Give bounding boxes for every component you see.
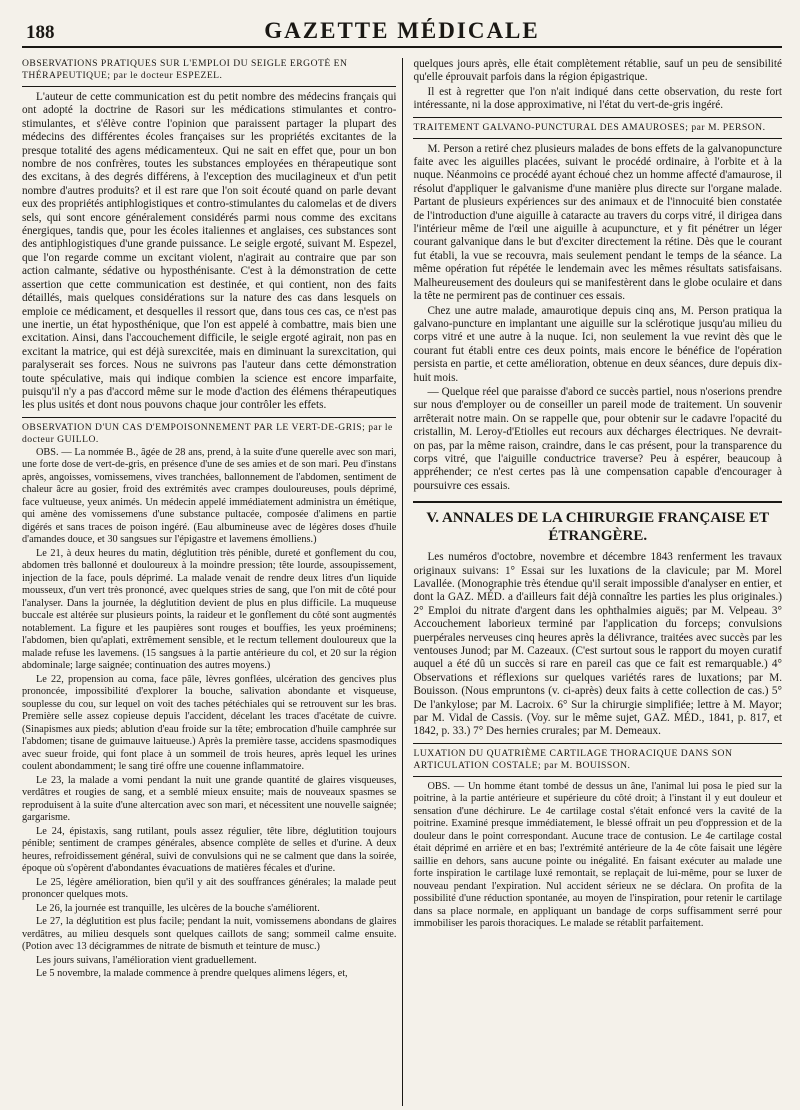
divider bbox=[413, 138, 782, 139]
section-heading-annales: V. ANNALES DE LA CHIRURGIE FRANÇAISE ET ÉTRANGÈRE. bbox=[413, 501, 782, 545]
observation-paragraph: Le 5 novembre, la malade commence à prendre quelques alimens légers, et, bbox=[36, 968, 348, 980]
divider bbox=[22, 417, 396, 418]
paragraph-person-1: M. Person a retiré chez plusieurs malades de bons effets de la galvanopuncture faite avec les aiguilles placées, suivant le procédé ordinaire, à l'orbite et à la nuque. Néanmoins ce procédé ayant échoué chez un homme affecté d'amaurose, il résolut d'appliquer le galvanisme d'une manière plus directe sur l'organe malade. Partant de plusieurs expériences sur des animaux et de l'innocuité bien constatée de l'introduction d'une aiguille à cataracte au travers du corps vitré, il dirigea dans l'intérieur même de l'œil une aiguille à acupuncture, et y fit pénétrer un léger courant galvanique dans le but d'exciter directement la rétine. Dès que le courant fut établi, la vue se recouvra, mais seulement pendant le temps de la séance. La même opération fut répétée le lendemain avec les mêmes résultats satisfaisans. Malheureusement des douleurs qui se manifestèrent dans le globe oculaire et dans la tête ne permirent pas de continuer ces essais. bbox=[413, 142, 782, 303]
paragraph-person-3: — Quelque réel que paraisse d'abord ce succès partiel, nous n'oserions prendre sur nous d'employer ou de conseiller un pareil mode de traitement. Un souvenir arrêterait notre main. On se rappelle que, pour obtenir sur le cadavre l'opacité du cristallin, M. Leroy-d'Etiolles eut recours aux décharges électriques. Ne devrait-on pas, par la même raison, craindre, dans le cas présent, pour la transparence du corps vitré, que l'aiguille conductrice traverse? Peu à espérer, beaucoup à appréhender; ce n'est certes pas là une compensation capable d'encourager à poursuivre ces essais. bbox=[413, 385, 782, 492]
article-heading-espezel: OBSERVATIONS PRATIQUES SUR L'EMPLOI DU SEIGLE ERGOTÉ EN THÉRAPEUTIQUE; par le docteur ESPEZEL. bbox=[22, 58, 348, 81]
paragraph-bouisson-observation: OBS. — Un homme étant tombé de dessus un âne, l'animal lui posa le pied sur la poitrine, à la partie antérieure et supérieure du côté droit; à l'instant il y eut douleur et sensation d'une déchirure. Le 4e cartilage costal s'était enfoncé vers la cavité de la poitrine. Examiné presque immédiatement, le blessé offrait un peu d'oppression et de la douleur dans le point correspondant. Aucune trace de contusion. Le 4e cartilage costal était déprimé en arrière et en bas; l'extrémité antérieure de la 4e côte faisait une légère saillie en dehors, sans aucune pointe ou inégalité. En faisant exécuter au malade une forte inspiration le cartilage luxé remontait, se replaçait de lui-même, pour se luxer de nouveau pendant l'expiration. Nul accident sérieux ne se déclara. On profita de la possibilité d'une réduction spontanée, au moyen de l'inspiration, pour retenir le cartilage dans sa place normale, en appliquant un bandage de corps suffisamment serré pour immobiliser les parois thoraciques. Le malade se rétablit parfaitement. bbox=[413, 780, 782, 930]
article-heading-person: TRAITEMENT GALVANO-PUNCTURAL DES AMAUROSES; par M. PERSON. bbox=[413, 121, 766, 133]
article-heading-guillo: OBSERVATION D'UN CAS D'EMPOISONNEMENT PAR LE VERT-DE-GRIS; par le docteur GUILLO. bbox=[22, 421, 393, 445]
divider bbox=[413, 743, 782, 744]
observation-paragraph: Les jours suivans, l'amélioration vient graduellement. bbox=[36, 954, 257, 966]
left-column bbox=[22, 58, 396, 1106]
observation-paragraph: OBS. — La nommée B., âgée de 28 ans, prend, à la suite d'une querelle avec son mari, une forte dose de vert-de-gris, en présence d'une de ses amies et de son mari. Peu d'instans après, angoisses, vomissemens, vives tranchées, ballonnement de l'abdomen, sentiment de chaleur âcre au gosier, froid des extrémités avec crampes douloureuses, pouls déprimé, face vultueuse, yeux animés. Un médecin appelé immédiatement administra un émétique, qui amène des vomissemens d'une substance pultacée, composée d'alimens en partie digérés et sans traces de poison ingéré. (Eau albumineuse avec de légères doses d'huile d'amandes douce, et 30 sangsues sur l'épigastre et lavemens émolliens.) bbox=[22, 446, 397, 546]
masthead-title: GAZETTE MÉDICALE bbox=[264, 18, 540, 43]
observation-paragraph: Le 25, légère amélioration, bien qu'il y ait des souffrances générales; la malade peut prononcer quelques mots. bbox=[22, 876, 397, 901]
right-column bbox=[402, 58, 782, 1106]
paragraph-person-2: Chez une autre malade, amaurotique depuis cinq ans, M. Person pratiqua la galvano-puncture en implantant une aiguille sur la sclérotique jusqu'au milieu du corps vitré et une autre à la nuque. Ici, non seulement la vue revint dès que le courant fut établi entre ces deux points, mais encore le bénéfice de l'opération persista en partie, et cette amélioration, obtenue en deux séances, dure depuis dix-huit mois. bbox=[413, 304, 782, 384]
page-number: 188 bbox=[26, 22, 55, 43]
observation-paragraph: Le 26, la journée est tranquille, les ulcères de la bouche s'améliorent. bbox=[36, 902, 320, 914]
divider bbox=[22, 86, 396, 87]
observation-paragraph: Le 22, propension au coma, face pâle, lèvres gonflées, ulcération des gencives plus prononcée, impossibilité d'explorer la bouche, salivation abondante et visqueuse, souplesse du cou, sur lequel on voit des taches pétéchiales qui se retrouvent sur les bras. Première selle assez copieuse depuis l'accident, décelant les traces d'acétate de cuivre. (Sinapismes aux pieds; ablution d'eau froide sur la tête; embrocation d'huile camphrée sur l'abdomen; tisane de guimauve laitueuse.) Après la première tasse, accidens spasmodiques avec sueur froide, qui font place à un sommeil de trois heures, après lequel les urines coulent abondamment; le sang tiré offre une couenne inflammatoire. bbox=[22, 673, 397, 773]
paragraph-annales: Les numéros d'octobre, novembre et décembre 1843 renferment les travaux originaux suivans: 1° Essai sur les luxations de la clavicule; par M. Morel Lavallée. (Monographie très étendue qu'il serait impossible d'analyser en entier, et dont la GAZ. MÉD. a d'ailleurs fait déjà connaître les parties les plus originales.) 2° Emploi du nitrate d'argent dans les ophthalmies aiguës; par M. Velpeau. 3° Accouchement laborieux terminé par l'application du forceps; convulsions puerpérales nerveuses cinq heures après la délivrance, traitées avec succès par les ventouses Junod; par M. Cazeaux. (C'est surtout sous le rapport du moyen curatif auquel a été dû un succès si rare en pareil cas que ce fait est remarquable.) 4° Observations et réflexions sur quelques variétés rares de luxations; par M. Bouisson. (Nous empruntons (v. ci-après) deux faits à cette collection de cas.) 5° De l'ankylose; par M. Lacroix. 6° Sur la chirurgie simplifiée; lettre à M. Mayor; par M. Vidal de Cassis. (Voy. sur le même sujet, GAZ. MÉD., 1841, p. 817, et 1842, p. 33.) 7° Des hernies crurales; par M. Demeaux. bbox=[413, 551, 782, 738]
article-heading-bouisson: LUXATION DU QUATRIÈME CARTILAGE THORACIQUE DANS SON ARTICULATION COSTALE; par M. BOUISSON. bbox=[413, 747, 733, 771]
observation-paragraph: Le 23, la malade a vomi pendant la nuit une grande quantité de glaires visqueuses, verdâtres et rougies de sang, et a semblé mieux ensuite; mais de nouveaux spasmes se reproduisent à la suite d'une altercation avec son mari, et nécessitent une nouvelle saignée; gargarisme. bbox=[22, 774, 397, 824]
observation-paragraph: Le 24, épistaxis, sang rutilant, pouls assez régulier, tête libre, déglutition toujours pénible; sentiment de crampes générales, absence complète de selles et d'urine. A deux heures, refroidissement général, suivi de convulsions qui ne se calment que dans la soirée, époque où s'opèrent d'abondantes évacuations de matières fécales et d'urine. bbox=[22, 825, 397, 875]
divider bbox=[413, 117, 782, 118]
columns bbox=[22, 58, 782, 1106]
divider bbox=[413, 776, 782, 777]
observation-paragraph: Le 27, la déglutition est plus facile; pendant la nuit, vomissemens abondans de glaires verdâtres, au milieu desquels sont quelques caillots de sang; sommeil calme ensuite. (Potion avec 13 décigrammes de nitrate de bismuth et teinture de musc.) bbox=[22, 916, 397, 953]
observation-paragraph: Le 21, à deux heures du matin, déglutition très pénible, dureté et gonflement du cou, abdomen très ballonné et douloureux à la moindre pression; tête lourde, assoupissement, injection de la face, pouls déprimé. La malade venait de rendre deux litres d'un liquide mousseux, d'un vert très prononcé, avec quelques stries de sang, que l'on mit de côté pour l'analyser. Dans la journée, la déglutition devient de plus en plus difficile. La muqueuse buccale est altérée sur plusieurs points, la raideur et le gonflement du côté sont augmentés notablement. La figure et les paupières sont rouges et bouffies, les yeux proéminens; l'abdomen, bien qu'aplati, extrêmement sensible, et le rectum tellement douloureux que la malade refuse les lavemens. (15 sangsues à la partie antérieure du col, et 20 sur la région abdominale; large saignée; continuation des autres moyens.) bbox=[22, 547, 397, 672]
paragraph-regret: Il est à regretter que l'on n'ait indiqué dans cette observation, du reste fort intéressante, ni la dose approximative, ni l'état du vert-de-gris ingéré. bbox=[413, 85, 782, 112]
continued-paragraph: quelques jours après, elle était complètement rétablie, sauf un peu de sensibilité qu'elle éprouvait parfois dans la région épigastrique. bbox=[413, 58, 782, 84]
page-header bbox=[22, 10, 782, 48]
paragraph-espezel: L'auteur de cette communication est du petit nombre des médecins français qui ont adopté la doctrine de Rasori sur les médications stimulantes et contro-stimulantes, et s'élève contre l'opinion que paraissent partager la plupart des médecins des différentes écoles françaises sur les propriétés excitantes de la presque totalité des agens médicamenteux. Qui ne sait en effet que, pour un bon nombre de nos confrères, toutes les substances employées en thérapeutique sont des excitans, à des degrés différens, à l'exception des mucilagineux et d'un petit nombre d'autres produits? et il est rare que l'on soit écouté quand on parle devant eux des propriétés antiphlogistiques et contro-stimulantes du calomelas et de divers sels, qui sont encore généralement considérés parmi nous comme des excitans énergiques, tandis que, pour les écoles italiennes et anglaises, ces substances sont des antiphlogistiques d'une grande puissance. Le seigle ergoté, suivant M. Espezel, que l'on regarde comme un excitant violent, n'agirait au contraire que par son action calmante, sédative ou hyposthénisante. C'est à la démonstration de cette assertion que cette communication est destinée, et qui contient, non des faits détaillés, mais quelques considérations sur la nature des cas dans lesquels on emploie ce médicament, et desquelles il ressort que, dans tous ces cas, ce n'est pas une inertie, un état hyposthénique, que l'on est appelé à combattre, mais bien une excitation. Ainsi, dans l'accouchement difficile, le seigle ergoté agirait, non pas en excitant la matrice, qui est déjà surexcitée, mais en diminuant la surexcitation, qui paralyserait ses forces. Nous ne suivrons pas l'auteur dans cette démonstration toute spéculative, mais qui indique combien la science est encore imparfaite, puisqu'il n'y a pas d'accord même sur le mode d'action des élémens thérapeutiques les plus usités et dont nous pouvons chaque jour contrôler les effets. bbox=[22, 91, 397, 412]
